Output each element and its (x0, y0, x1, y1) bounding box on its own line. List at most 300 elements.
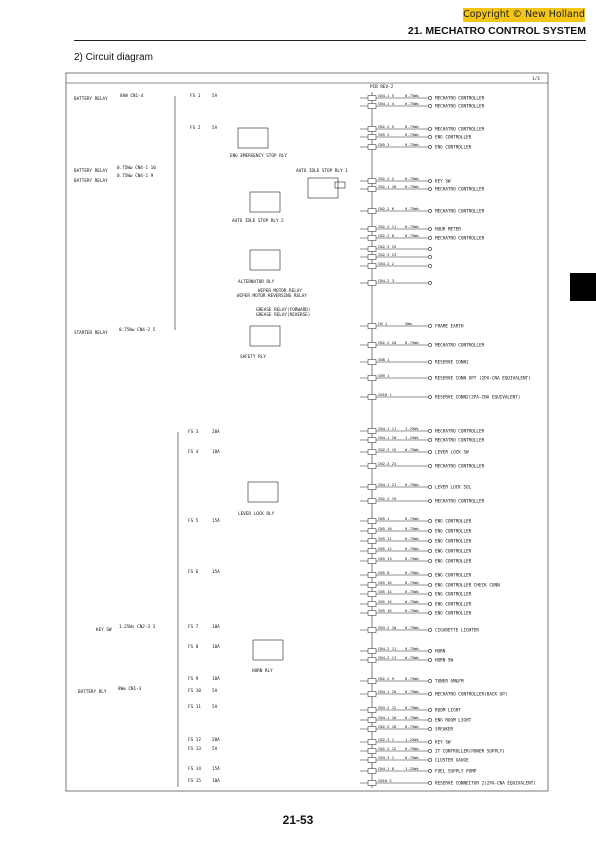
destination-label: HORN SW (435, 658, 454, 664)
wire-spec: 0.75Ww (405, 526, 419, 531)
output-terminal (428, 127, 431, 130)
output-row (360, 705, 461, 714)
destination-label: ENG CONTROLLER (435, 529, 472, 535)
fuse-label: FS 3 (188, 430, 199, 435)
destination-label: MECHATRO CONTROLLER (435, 499, 485, 505)
output-terminal (428, 264, 431, 267)
relay-label: WIPER MOTOR REVERSING RELAY (237, 294, 307, 299)
connector-label: CN5 16 (378, 608, 392, 613)
output-terminal (428, 781, 431, 784)
destination-label: HOUR METER (435, 227, 461, 233)
connector-pin (368, 769, 376, 774)
output-row (360, 373, 531, 382)
output-terminal (428, 360, 431, 363)
input-label: BATTERY RELAY (74, 179, 108, 184)
relay-label: GREASE RELAY(REVERSE) (256, 313, 311, 318)
connector-label: CN4-2 11 (378, 646, 397, 651)
connector-label: CN5 8 (378, 570, 390, 575)
connector-pin (368, 708, 376, 713)
wire-spec: 1.25Ws (405, 426, 419, 431)
fuse-label: FS 14 (188, 767, 201, 772)
figure-caption: 2) Circuit diagram (74, 52, 153, 63)
output-row (360, 482, 472, 491)
output-row (360, 599, 472, 608)
wire-spec: 0.75Ww (405, 142, 419, 147)
connector-label: CN2-3 23 (378, 461, 397, 466)
output-terminal (428, 679, 431, 682)
output-terminal (428, 209, 431, 212)
input-wire: 0.75Ww CN4-1 9 (117, 174, 154, 179)
fuse-label: FS 12 (188, 738, 201, 743)
connector-label: CN4-1 21 (378, 482, 397, 487)
output-row (360, 589, 472, 598)
connector-pin (368, 602, 376, 607)
destination-label: ENG CONTROLLER (435, 559, 472, 565)
connector-label: CN2-2 2 (378, 176, 395, 181)
wire-spec: 0.75Ww (405, 589, 419, 594)
output-terminal (428, 549, 431, 552)
relay-label: AUTO IDLE STOP RLY 1 (296, 169, 348, 174)
connector-pin (368, 740, 376, 745)
output-terminal (428, 247, 431, 250)
destination-label: LEVER LOCK SOL (435, 485, 472, 491)
destination-label: RESERVE CONN2(2PA-CNA EQUIVALENT) (435, 395, 521, 401)
input-wire: 0.75Ww CN4-1 10 (117, 166, 156, 171)
connector-label: CN5 16 (378, 580, 392, 585)
connector-label: CN4-2 11 (378, 655, 397, 660)
destination-label: RESERVE CONN1 (435, 360, 469, 366)
wire-spec: 1.25Ws (405, 766, 419, 771)
connector-pin (368, 145, 376, 150)
fuse-label: FS 10 (188, 689, 201, 694)
wire-spec: 0.75Ww (405, 546, 419, 551)
destination-label: IT CONTROLLER(POWER SUPPLY) (435, 749, 505, 755)
connector-label: CN5 1 (378, 516, 390, 521)
connector-label: CN4-1 5 (378, 93, 395, 98)
destination-label: MECHATRO CONTROLLER (435, 236, 485, 242)
connector-pin (368, 758, 376, 763)
output-row (360, 516, 472, 525)
output-row (360, 233, 485, 242)
wire-spec: 0.75Ww (405, 608, 419, 613)
connector-pin (368, 127, 376, 132)
fuse-label: FS 9 (188, 677, 199, 682)
output-row (360, 580, 500, 589)
connector-label: CN5 14 (378, 589, 392, 594)
destination-label: ENG CONTROLLER (435, 145, 472, 151)
output-row (360, 546, 472, 555)
output-terminal (428, 727, 431, 730)
fuse-rating: 15A (212, 519, 220, 524)
wire-spec: 0.75Ww (405, 340, 419, 345)
connector-label: CN3-2 12 (378, 705, 397, 710)
fuse-label: FS 5 (188, 519, 199, 524)
fuse-rating: 5A (212, 126, 218, 131)
connector-label: CN5 13 (378, 556, 392, 561)
connector-pin (368, 464, 376, 469)
connector-label: CN2-2 8 (378, 233, 395, 238)
output-terminal (428, 255, 431, 258)
output-terminal (428, 573, 431, 576)
output-terminal (428, 179, 431, 182)
connector-pin (368, 247, 376, 252)
fuse-rating: 10A (212, 779, 220, 784)
connector-pin (368, 450, 376, 455)
destination-label: LEVER LOCK SW (435, 450, 469, 456)
wire-spec: 0.75Ww (405, 224, 419, 229)
fuse-rating: 20A (212, 430, 220, 435)
output-row (360, 724, 454, 733)
output-row (360, 357, 469, 366)
input-wire: 8AW CN1-4 (120, 94, 144, 99)
wire-spec: 0.75Ww (405, 689, 419, 694)
output-row (360, 625, 479, 634)
connector-label: CN4-1 8 (378, 766, 395, 771)
output-row (360, 689, 507, 698)
destination-label: MECHATRO CONTROLLER (435, 127, 485, 133)
connector-label: CN2-3 1 (378, 737, 395, 742)
output-terminal (428, 343, 431, 346)
output-terminal (428, 324, 431, 327)
destination-label: ENG CONTROLLER (435, 539, 472, 545)
output-row (360, 392, 520, 401)
destination-label: KEY SW (435, 179, 451, 185)
destination-label: ENG CONTROLLER (435, 592, 472, 598)
destination-label: FUEL SUPPLY PUMP (435, 769, 477, 775)
output-terminal (428, 376, 431, 379)
connector-pin (368, 324, 376, 329)
output-row (360, 435, 485, 444)
connector-label: CN4-1 20 (378, 689, 397, 694)
connector-label: CN3-2 10 (378, 625, 397, 630)
connector-label: CN5 2 (378, 132, 390, 137)
destination-label: ENG CONTROLLER (435, 602, 472, 608)
connector-label: CN9 1 (378, 373, 390, 378)
connector-pin (368, 255, 376, 260)
relay-label: WIPER MOTOR RELAY (258, 289, 302, 294)
output-terminal (428, 519, 431, 522)
output-row (360, 676, 464, 685)
wire-spec: 0.75Ww (405, 646, 419, 651)
wire-spec: 0.75Ww (405, 580, 419, 585)
destination-label: CIGARETTE LIGHTER (435, 628, 479, 634)
fuse-rating: 10A (212, 450, 220, 455)
output-terminal (428, 749, 431, 752)
pcb-label: PCB REV-2 (370, 85, 394, 90)
wire-spec: 0.75Ww (405, 536, 419, 541)
output-row (360, 536, 472, 545)
output-row (360, 101, 485, 110)
destination-label: ENG CONTROLLER (435, 519, 472, 525)
destination-label: TUNER AM&FM (435, 679, 464, 685)
output-terminal (428, 429, 431, 432)
output-row (360, 646, 446, 655)
connector-pin (368, 573, 376, 578)
destination-label: ENG ROOM LIGHT (435, 718, 472, 724)
wire-spec: 0.75Ww (405, 556, 419, 561)
output-row (360, 496, 485, 505)
connector-pin (368, 749, 376, 754)
wire-spec: 0.75Ww (405, 724, 419, 729)
connector-label: CN2-3 25 (378, 244, 397, 249)
connector-label: CN2-2 20 (378, 340, 397, 345)
output-row (360, 261, 432, 269)
fuse-rating: 5A (212, 747, 218, 752)
fuse-label: FS 13 (188, 747, 201, 752)
destination-label: ENG CONTROLLER (435, 549, 472, 555)
connector-label: CN2-2 5 (378, 124, 395, 129)
destination-label: ROOM LIGHT (435, 708, 461, 714)
wire-spec: 0.75Ww (405, 599, 419, 604)
input-wire: 8Ww CN1-3 (118, 687, 142, 692)
output-row (360, 556, 472, 565)
output-row (360, 426, 485, 435)
destination-label: MECHATRO CONTROLLER(BACK UP) (435, 692, 508, 698)
connector-label: CN2-2 12 (378, 746, 397, 751)
fuse-label: FS 15 (188, 779, 201, 784)
output-row (360, 461, 485, 470)
input-wire: 0.75Ww CN4-2 5 (119, 328, 156, 333)
output-terminal (428, 758, 431, 761)
connector-pin (368, 209, 376, 214)
fuse-label: FS 1 (190, 94, 201, 99)
output-terminal (428, 227, 431, 230)
output-terminal (428, 769, 431, 772)
wire-spec: 0.75Ww (405, 755, 419, 760)
fuse-label: FS 11 (188, 705, 201, 710)
destination-label: MECHATRO CONTROLLER (435, 438, 485, 444)
connector-pin (368, 135, 376, 140)
wire-spec: 0.75Ww (405, 625, 419, 630)
relay-label: HORN RLY (252, 669, 273, 674)
fuse-rating: 15A (212, 767, 220, 772)
input-label: BATTERY RELAY (74, 97, 108, 102)
destination-label: CLUSTER GAUGE (435, 758, 469, 764)
connector-pin (368, 559, 376, 564)
wire-spec: 0.75Ww (405, 93, 419, 98)
fuse-rating: 5A (212, 705, 218, 710)
destination-label: MECHATRO CONTROLLER (435, 343, 485, 349)
output-row (360, 715, 472, 724)
output-terminal (428, 628, 431, 631)
fuse-rating: 10A (212, 625, 220, 630)
input-label: STARTER RELAY (74, 331, 108, 336)
destination-label: ENG CONTROLLER CHECK CONN (435, 583, 500, 589)
output-row (360, 766, 477, 775)
destination-label: RESERVE CONN OPT (2PA-CNA EQUIVALENT) (435, 376, 531, 382)
connector-label: CN2-2 9 (378, 676, 395, 681)
wire-spec: 0.75Ww (405, 176, 419, 181)
connector-pin (368, 281, 376, 286)
connector-pin (368, 179, 376, 184)
output-terminal (428, 592, 431, 595)
connector-label: CN4-1 10 (378, 715, 397, 720)
output-row (360, 321, 464, 330)
fuse-rating: 5A (212, 94, 218, 99)
destination-label: ENG CONTROLLER (435, 135, 472, 141)
fuse-label: FS 8 (188, 645, 199, 650)
copyright-badge: Copyright © New Holland (463, 9, 585, 20)
wire-spec: 0.75Ww (405, 705, 419, 710)
fuse-label: FS 7 (188, 625, 199, 630)
output-terminal (428, 718, 431, 721)
wire-spec: 0.75Ww (405, 715, 419, 720)
output-row (360, 244, 432, 252)
relay-label: ENG EMERGENCY STOP RLY (230, 154, 287, 159)
output-terminal (428, 450, 431, 453)
output-terminal (428, 281, 431, 284)
output-terminal (428, 602, 431, 605)
wire-spec: 0.75Ww (405, 206, 419, 211)
output-terminal (428, 539, 431, 542)
output-row (360, 132, 472, 141)
wire-spec: 0.75Ww (405, 516, 419, 521)
destination-label: MECHATRO CONTROLLER (435, 104, 485, 110)
connector-pin (368, 499, 376, 504)
output-terminal (428, 135, 431, 138)
connector-label: CN2-2 6 (378, 206, 395, 211)
wire-spec: 1.25Ws (405, 435, 419, 440)
output-terminal (428, 485, 431, 488)
connector-pin (368, 187, 376, 192)
connector-pin (368, 549, 376, 554)
connector-pin (368, 692, 376, 697)
output-terminal (428, 649, 431, 652)
connector-label: CN2-3 23 (378, 252, 397, 257)
connector-pin (368, 679, 376, 684)
output-terminal (428, 559, 431, 562)
output-row (360, 655, 454, 664)
wire-spec: 5Ww (405, 321, 412, 326)
connector-pin (368, 360, 376, 365)
wire-spec: 0.75Ww (405, 746, 419, 751)
destination-label: MECHATRO CONTROLLER (435, 96, 485, 102)
connector-pin (368, 727, 376, 732)
section-title: 21. MECHATRO CONTROL SYSTEM (407, 25, 586, 37)
destination-label: MECHATRO CONTROLLER (435, 187, 485, 193)
page-index: 1/3 (532, 77, 540, 82)
output-terminal (428, 611, 431, 614)
connector-pin (368, 611, 376, 616)
destination-label: MECHATRO CONTROLLER (435, 464, 485, 470)
relay-label: SAFETY RLY (240, 355, 266, 360)
destination-label: HORN (435, 649, 446, 655)
wire-spec: 0.75Ww (405, 482, 419, 487)
wire-spec: 0.75Ww (405, 655, 419, 660)
connector-pin (368, 628, 376, 633)
input-label: BATTERY RLY (78, 690, 107, 695)
output-terminal (428, 187, 431, 190)
output-row (360, 184, 485, 193)
output-row (360, 755, 469, 764)
relay-label: AUTO IDLE STOP RLY 2 (232, 219, 284, 224)
connector-pin (368, 395, 376, 400)
connector-label: CN5 15 (378, 599, 392, 604)
output-terminal (428, 708, 431, 711)
fuse-rating: 10A (212, 645, 220, 650)
fuse-rating: 10A (212, 677, 220, 682)
connector-label: CN4-2 2 (378, 261, 395, 266)
output-row (360, 746, 505, 755)
connector-label: CN3-3 1 (378, 755, 395, 760)
input-wire: 1.25Ws CN2-3 3 (119, 625, 156, 630)
output-terminal (428, 438, 431, 441)
output-row (360, 526, 472, 535)
connector-label: CN10 1 (378, 392, 392, 397)
connector-pin (368, 376, 376, 381)
connector-pin (368, 438, 376, 443)
wire-spec: 1.25Ws (405, 737, 419, 742)
connector-pin (368, 227, 376, 232)
relay-label: GREASE RELAY(FORWARD) (256, 308, 311, 313)
output-terminal (428, 464, 431, 467)
wire-spec: 0.75Ww (405, 447, 419, 452)
wire-spec: 0.75Ww (405, 101, 419, 106)
connector-label: CN 1 (378, 321, 388, 326)
output-row (360, 206, 485, 215)
connector-label: CN8 1 (378, 357, 390, 362)
fuse-label: FS 4 (188, 450, 199, 455)
connector-pin (368, 519, 376, 524)
connector-pin (368, 592, 376, 597)
wire-spec: 0.75Ww (405, 184, 419, 189)
output-terminal (428, 583, 431, 586)
destination-label: MECHATRO CONTROLLER (435, 429, 485, 435)
output-row (360, 778, 536, 787)
destination-label: MECHATRO CONTROLLER (435, 209, 485, 215)
output-row (360, 608, 472, 617)
destination-label: ENG CONTROLLER (435, 611, 472, 617)
connector-label: CN5 10 (378, 526, 392, 531)
connector-pin (368, 658, 376, 663)
connector-label: CN2-2 11 (378, 224, 397, 229)
output-row (360, 278, 432, 286)
destination-label: SPEAKER (435, 727, 454, 733)
output-row (360, 224, 461, 233)
output-row (360, 570, 472, 579)
wire-spec: 0.75Ww (405, 124, 419, 129)
destination-label: KEY SW (435, 740, 451, 746)
connector-pin (368, 429, 376, 434)
output-terminal (428, 96, 431, 99)
connector-label: CN5 11 (378, 536, 392, 541)
connector-pin (368, 583, 376, 588)
output-terminal (428, 104, 431, 107)
connector-pin (368, 649, 376, 654)
fuse-label: FS 6 (188, 570, 199, 575)
connector-label: CN2-3 15 (378, 447, 397, 452)
connector-label: CN5 3 (378, 142, 390, 147)
output-row (360, 447, 469, 456)
relay-label: LEVER LOCK RLY (238, 512, 275, 517)
wire-spec: 0.75Ww (405, 676, 419, 681)
input-label: KEY SW (96, 628, 112, 633)
connector-label: CN10 2 (378, 778, 392, 783)
output-row (360, 252, 432, 260)
wire-spec: 0.75Ww (405, 570, 419, 575)
fuse-label: FS 2 (190, 126, 201, 131)
relay-label: ALTERNATOR RLY (238, 280, 275, 285)
output-terminal (428, 236, 431, 239)
connector-label: CN4-2 3 (378, 278, 395, 283)
output-row (360, 340, 485, 349)
input-label: BATTERY RELAY (74, 169, 108, 174)
connector-label: CN2-2 18 (378, 724, 397, 729)
output-row (360, 737, 451, 746)
output-terminal (428, 395, 431, 398)
output-terminal (428, 529, 431, 532)
destination-label: RESERVE CONNECTOR 2(2PA-CNA EQUIVALENT) (435, 781, 536, 787)
